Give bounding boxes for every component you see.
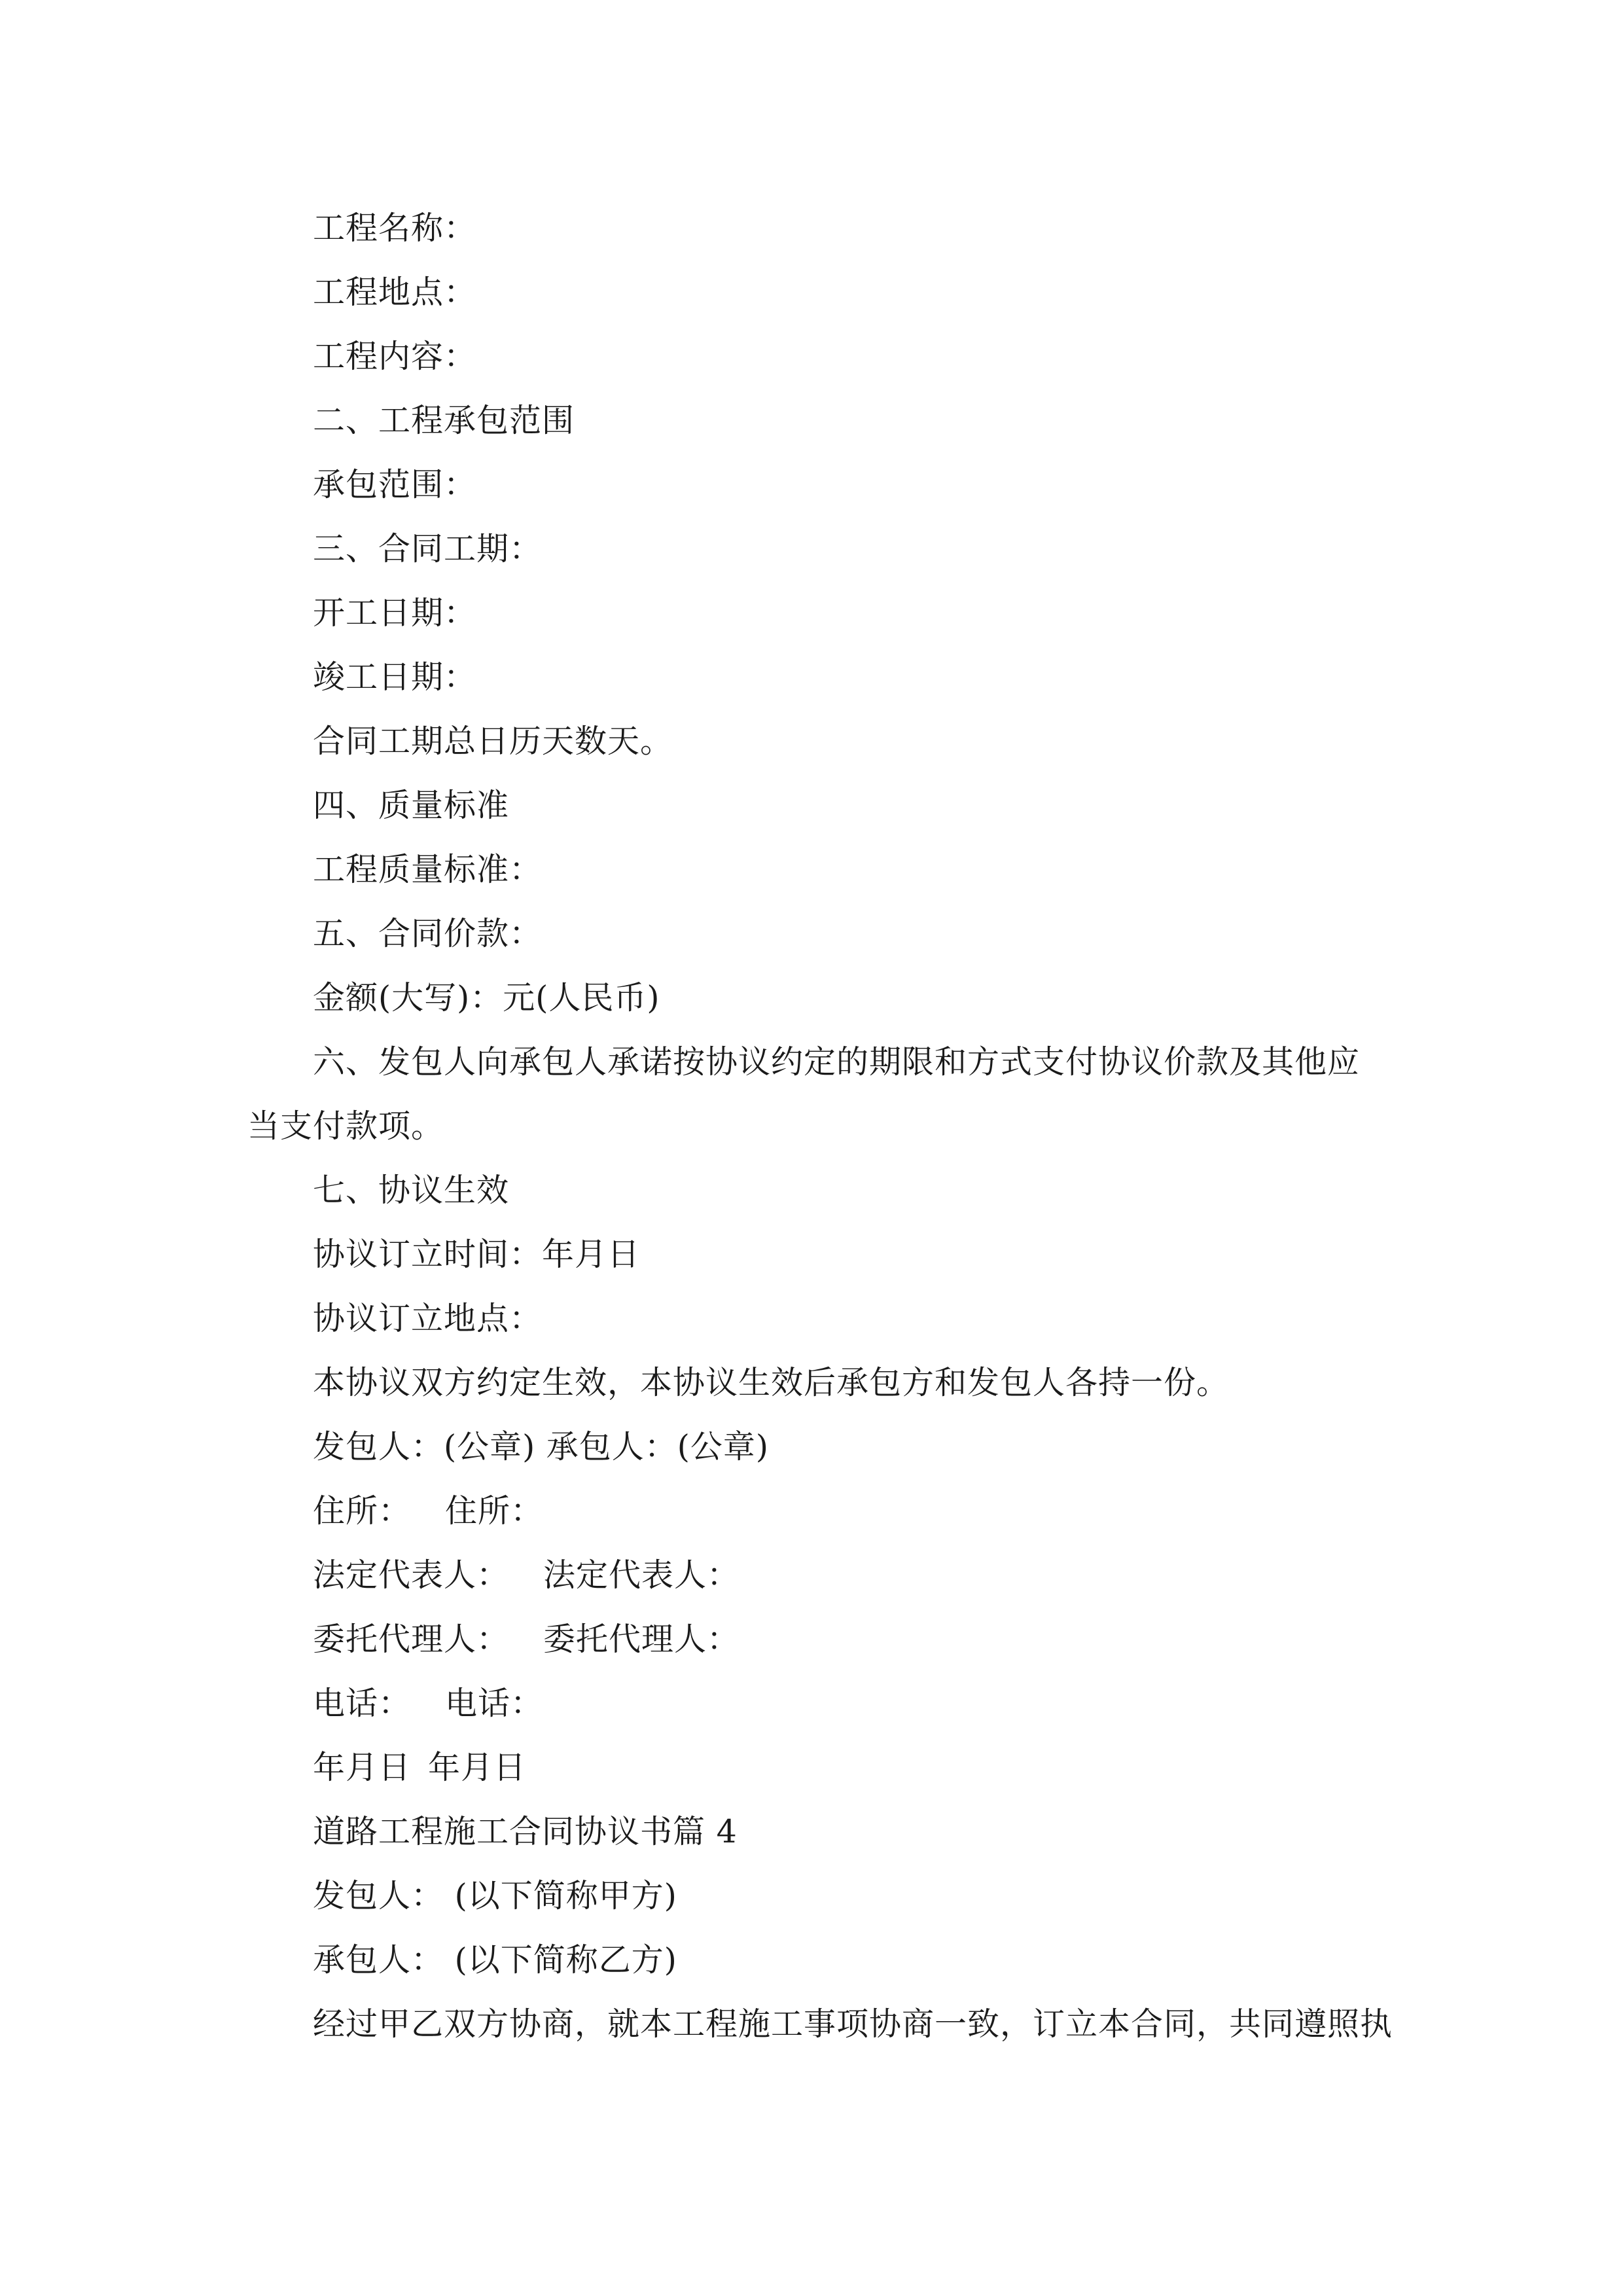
contract-scope-line: 承包范围：	[313, 466, 477, 503]
employer-legal-rep-label: 法定代表人：	[313, 1556, 510, 1594]
agent-line	[247, 1607, 1380, 1672]
start-date-line: 开工日期：	[313, 594, 477, 632]
project-location-line: 工程地点：	[313, 274, 477, 311]
contractor-phone-label: 电话：	[445, 1685, 544, 1722]
total-days-line: 合同工期总日历天数天。	[313, 723, 673, 760]
contractor-agent-label: 委托代理人：	[543, 1621, 740, 1658]
project-content-line: 工程内容：	[313, 338, 477, 375]
address-line	[247, 1479, 1380, 1543]
employer-agent-label: 委托代理人：	[313, 1621, 510, 1658]
section-2-heading: 二、工程承包范围	[313, 402, 575, 439]
employer-phone-label: 电话：	[313, 1685, 412, 1722]
employer-address-label: 住所：	[313, 1492, 412, 1530]
party-a-line: 发包人： (以下简称甲方)	[313, 1877, 677, 1914]
effect-clause-line: 本协议双方约定生效，本协议生效后承包方和发包人各持一份。	[313, 1364, 1230, 1401]
signing-time-line: 协议订立时间：年月日	[313, 1236, 641, 1273]
section-3-heading: 三、合同工期：	[313, 530, 543, 567]
phone-line	[247, 1672, 1380, 1736]
party-b-line: 承包人： (以下简称乙方)	[313, 1941, 677, 1979]
agreement-intro-line: 经过甲乙双方协商，就本工程施工事项协商一致，订立本合同，共同遵照执	[313, 2005, 1393, 2043]
legal-rep-line	[247, 1543, 1380, 1607]
section-6-paragraph: 六、发包人向承包人承诺按协议约定的期限和方式支付协议价款及其他应当支付款项。	[247, 1043, 1361, 1145]
signing-place-line: 协议订立地点：	[313, 1300, 543, 1337]
section-5-heading: 五、合同价款：	[313, 915, 543, 952]
section-4-heading: 四、质量标准	[313, 787, 510, 824]
seal-line: 发包人：(公章) 承包人：(公章)	[313, 1428, 770, 1465]
quality-standard-line: 工程质量标准：	[313, 851, 543, 888]
contractor-address-label: 住所：	[445, 1492, 544, 1530]
document-body	[247, 196, 1393, 2056]
amount-line: 金额(大写)：元(人民币)	[313, 979, 660, 1016]
contractor-legal-rep-label: 法定代表人：	[543, 1556, 740, 1594]
employer-date-label: 年月日	[313, 1749, 412, 1786]
section-7-heading: 七、协议生效	[313, 1172, 510, 1209]
project-name-line: 工程名称：	[313, 209, 477, 247]
completion-date-line: 竣工日期：	[313, 658, 477, 696]
article-4-title: 道路工程施工合同协议书篇 4	[313, 1813, 738, 1850]
date-line	[247, 1736, 1380, 1800]
contractor-date-label: 年月日	[428, 1749, 527, 1786]
